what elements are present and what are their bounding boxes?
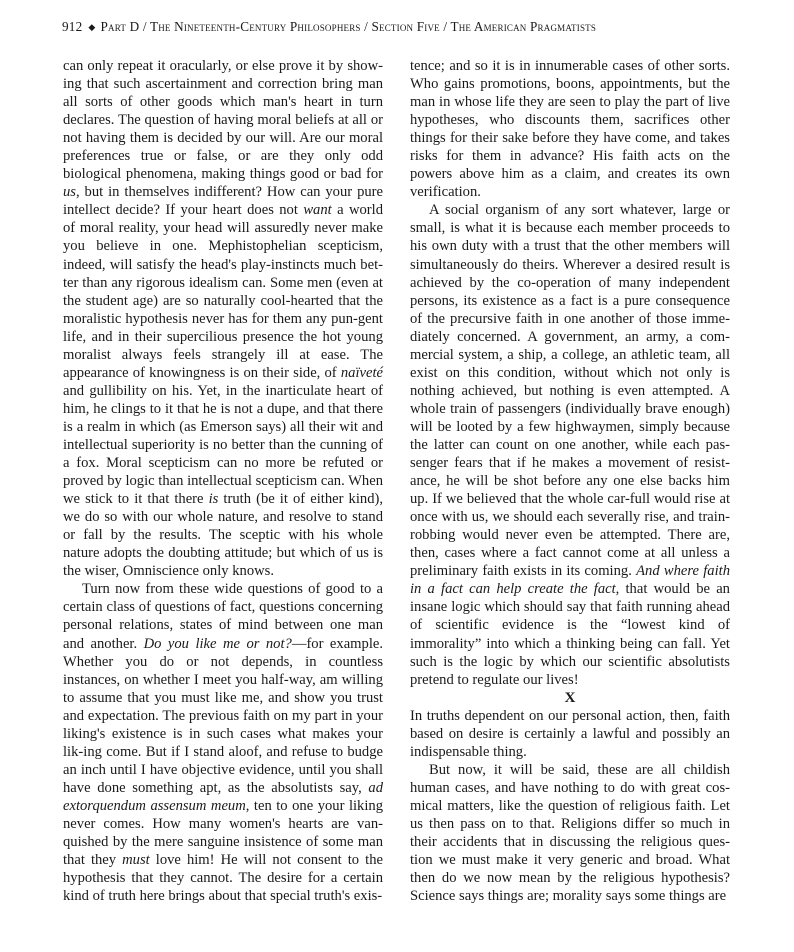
right-column [410, 57, 730, 905]
emphasis: must [122, 852, 150, 869]
emphasis: Do you like me or not? [143, 635, 292, 652]
text-run: , that would be an insane logic which should say that faith running ahead of scientific evidence is the “lowest kind of immorality” into which a thinking being can fall. Yet such is the logic by which our scientific absolutists pretend to regulate our lives! [410, 581, 730, 688]
paragraph-promotions: tence; and so it is in innumerable cases of other sorts. Who gains promotions, boons, appointments, but the man in whose life they are seen to play the part of live hypotheses, who discounts them, sacrifices other things for their sake before they have come, and takes risks for them in advance? His faith acts on the powers above him as a claim, and creates its own verification. [410, 58, 730, 201]
emphasis: us [63, 184, 76, 201]
paragraph-social-organism [410, 201, 730, 688]
text-run: love him! He will not consent to the hypothesis that they cannot. The desire for a certain kind of truth here brings about that special truth's exis- [63, 852, 383, 905]
text-run: , ten to one your liking never comes. How many women's hearts are van-quished by the mere sanguine insistence of some man that they [63, 797, 383, 869]
emphasis: And where faith in a fact can help create the fact [410, 563, 730, 598]
text-run: —for example. Whether you do or not depends, in countless instances, on whether I meet you half-way, am willing to assume that you must like me, and show you trust and expectation. The previous faith on my part in your liking's existence is in such cases what makes your lik-ing come. But if I stand aloof, and refuse to budge an inch until I have objective evidence, until you shall have done something apt, as the absolutists say, [63, 635, 383, 796]
emphasis: ad extorquendum assensum meum [63, 779, 383, 814]
emphasis: is [208, 491, 219, 508]
paragraph-moral-preferences [63, 57, 383, 580]
page-number: 912 [62, 19, 83, 34]
paragraph-personal-action: In truths dependent on our personal action, then, faith based on desire is certainly a lawful and possibly an indispensable thing. [410, 707, 730, 760]
emphasis: naïveté [340, 364, 383, 381]
emphasis: want [303, 202, 332, 219]
text-run: a world of moral reality, your head will assuredly never make you believe in one. Mephistophelian scepticism, indeed, will satisfy the head's play-instincts much bet-ter than any rigorous idealism can. Some men (even at the student age) are so naturally cool-hearted that the moralistic hypothesis never has for them any pun-gent life, and in their supercilious presence the hot young moralist always feels strangely ill at ease. The appearance of knowingness is on their side, of [63, 202, 384, 381]
text-run: A social organism of any sort whatever, large or small, is what it is because each member proceeds to his own duty with a trust that the other members will simultaneously do theirs. Wherever a desired result is achieved by the co-operation of many independent persons, its existence as a fact is a pure consequence of the precursive faith in one another of those imme-diately concerned. A government, an army, a com-mercial system, a ship, a college, an athletic team, all exist on this condition, without which not only is nothing achieved, but nothing is even attempted. A whole train of passengers (individually brave enough) will be looted by a few highwaymen, simply because the latter can count on one another, while each pas-senger fears that if he makes a movement of resist-ance, he will be shot before any one else backs him up. If we believed that the whole car-full would rise at once with us, we should each severally rise, and train-robbing would never even be attempted. There are, then, cases where a fact cannot come at all unless a preliminary faith exists in its coming. [410, 202, 730, 580]
running-header [62, 19, 742, 35]
text-run: and gullibility on his. Yet, in the inarticulate heart of him, he clings to it that he is not a dupe, and that there is a realm in which (as Emerson says) all their wit and intellectual superiority is no better than the cunning of a fox. Moral scepticism can no more be refuted or proved by logic than intellectual scepticism can. When we stick to it that there [63, 382, 383, 508]
bullet-icon: ◆ [88, 22, 96, 32]
paragraph-personal-relations [63, 580, 383, 905]
text-run: can only repeat it oracularly, or else prove it by show-ing that such ascertainment and correction bring man all sorts of other goods which man's heart in turn declares. The question of having moral beliefs at all or not having them is decided by our will. Are our moral preferences true or false, or are they only odd biological phenomena, making things good or bad for [63, 58, 383, 183]
text-run: Turn now from these wide questions of good to a certain class of questions of fact, questions concerning personal relations, states of mind between one man and another. [63, 581, 383, 652]
text-run: truth (be it of either kind), we do so with our whole nature, and resolve to stand or fall by the results. The sceptic with his whole nature adopts the doubting attitude; but which of us is the wiser, Omniscience only knows. [63, 491, 383, 580]
text-run: , but in themselves indifferent? How can your pure intellect decide? If your heart does not [63, 184, 383, 219]
section-heading: X [564, 689, 576, 706]
left-column [63, 57, 383, 905]
paragraph-religious-hypothesis: But now, it will be said, these are all childish human cases, and have nothing to do with great cos-mical matters, like the question of religious faith. Let us then pass on to that. Religions differ so much in their accidents that in discussing the religious ques-tion we must make it very generic and broad. What then do we now mean by the religious hypothesis? Science says things are; morality says some things are [410, 761, 730, 905]
breadcrumb: Part D / The Nineteenth-Century Philosophers / Section Five / The American Pragmatists [100, 19, 597, 34]
